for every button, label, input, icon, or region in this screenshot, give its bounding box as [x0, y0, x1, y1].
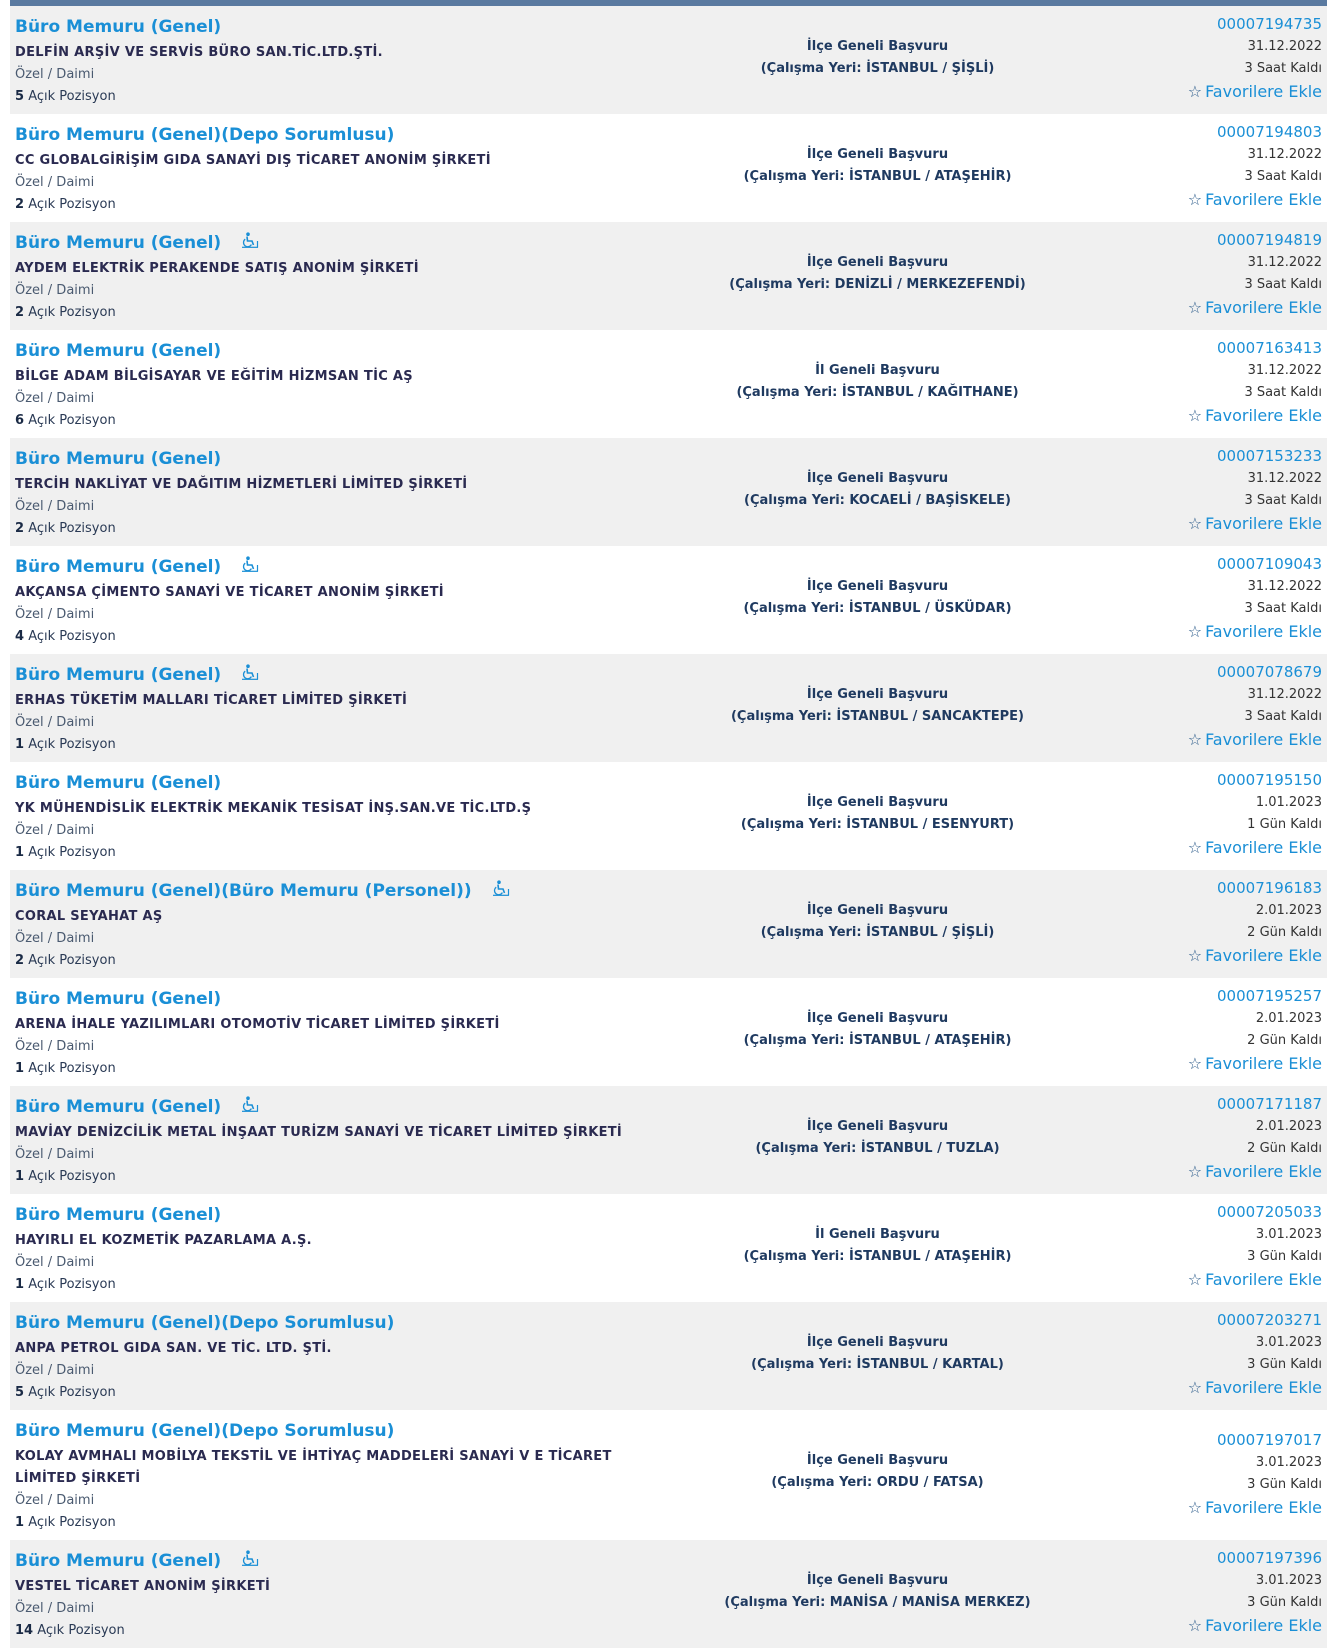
listing-number-link[interactable]: 00007195257 [1217, 987, 1322, 1005]
deadline-date: 1.01.2023 [1255, 795, 1322, 810]
work-location: (Çalışma Yeri: İSTANBUL / KARTAL) [751, 1357, 1004, 1372]
open-positions [15, 86, 655, 108]
employment-type: Özel / Daimi [15, 391, 95, 406]
employment-type: Özel / Daimi [15, 175, 95, 190]
job-title-text[interactable]: Büro Memuru (Genel)(Büro Memuru (Personel)) [15, 881, 472, 901]
job-title-text[interactable]: Büro Memuru (Genel) [15, 341, 222, 361]
star-icon: ☆ [1187, 838, 1203, 857]
company-name: CC GLOBALGİRİŞİM GIDA SANAYİ DIŞ TİCARET ANONİM ŞİRKETİ [15, 153, 491, 168]
open-positions [15, 302, 655, 324]
open-positions [15, 1274, 655, 1296]
deadline-date: 3.01.2023 [1255, 1573, 1322, 1588]
company-name: KOLAY AVMHALI MOBİLYA TEKSTİL VE İHTİYAÇ MADDELERİ SANAYİ V E TİCARET LİMİTED ŞİRKETİ [15, 1449, 612, 1486]
work-location: (Çalışma Yeri: İSTANBUL / ESENYURT) [740, 817, 1015, 832]
positions-suffix: Açık Pozisyon [28, 1277, 116, 1292]
employment-type: Özel / Daimi [15, 931, 95, 946]
job-listing-row [10, 1194, 1327, 1302]
listing-number-link[interactable]: 00007195150 [1217, 771, 1322, 789]
open-positions [15, 734, 655, 756]
time-remaining: 2 Gün Kaldı [1247, 1033, 1322, 1048]
job-title-text[interactable]: Büro Memuru (Genel)(Depo Sorumlusu) [15, 125, 395, 145]
scope-text: İlçe Geneli Başvuru [806, 1573, 949, 1588]
job-listing-row [10, 1410, 1327, 1540]
deadline-date: 31.12.2022 [1247, 579, 1322, 594]
job-title-link[interactable] [15, 879, 655, 903]
listing-meta [1022, 876, 1322, 968]
position-count: 14 [15, 1623, 34, 1638]
star-icon: ☆ [1187, 1270, 1203, 1289]
position-count: 1 [15, 1277, 25, 1292]
job-listing-row [10, 222, 1327, 330]
add-favorite-button[interactable] [1022, 620, 1322, 644]
position-count: 5 [15, 89, 25, 104]
listing-info [15, 546, 655, 648]
job-title-text[interactable]: Büro Memuru (Genel) [15, 1097, 222, 1117]
star-icon: ☆ [1187, 514, 1203, 533]
favorite-label[interactable]: Favorilere Ekle [1205, 622, 1322, 641]
deadline-date: 2.01.2023 [1255, 1119, 1322, 1134]
positions-suffix: Açık Pozisyon [28, 1385, 116, 1400]
scope-text: İlçe Geneli Başvuru [806, 39, 949, 54]
scope-text: İlçe Geneli Başvuru [806, 903, 949, 918]
open-positions [15, 1058, 655, 1080]
add-favorite-button[interactable] [1022, 404, 1322, 428]
star-icon: ☆ [1187, 1054, 1203, 1073]
favorite-label[interactable]: Favorilere Ekle [1205, 190, 1322, 209]
listing-info [15, 1410, 655, 1534]
job-title-text[interactable]: Büro Memuru (Genel) [15, 17, 222, 37]
listing-meta [1022, 120, 1322, 212]
position-count: 2 [15, 197, 25, 212]
job-title-text[interactable]: Büro Memuru (Genel) [15, 989, 222, 1009]
employment-type: Özel / Daimi [15, 1039, 95, 1054]
employment-type: Özel / Daimi [15, 1601, 95, 1616]
job-title-link[interactable] [15, 123, 655, 147]
time-remaining: 3 Saat Kaldı [1244, 601, 1322, 616]
add-favorite-button[interactable] [1022, 1614, 1322, 1638]
positions-suffix: Açık Pozisyon [28, 737, 116, 752]
listing-meta [1022, 1546, 1322, 1638]
work-location: (Çalışma Yeri: İSTANBUL / KAĞITHANE) [736, 385, 1019, 400]
company-name: MAVİAY DENİZCİLİK METAL İNŞAAT TURİZM SANAYİ VE TİCARET LİMİTED ŞİRKETİ [15, 1125, 623, 1140]
add-favorite-button[interactable] [1022, 1052, 1322, 1076]
deadline-date: 3.01.2023 [1255, 1455, 1322, 1470]
listing-info [15, 1540, 655, 1642]
deadline-date: 2.01.2023 [1255, 903, 1322, 918]
positions-suffix: Açık Pozisyon [28, 953, 116, 968]
scope-text: İlçe Geneli Başvuru [806, 471, 949, 486]
positions-suffix: Açık Pozisyon [28, 305, 116, 320]
positions-suffix: Açık Pozisyon [28, 197, 116, 212]
listing-number-link[interactable]: 00007196183 [1217, 879, 1322, 897]
favorite-label[interactable]: Favorilere Ekle [1205, 406, 1322, 425]
listing-number-link[interactable]: 00007194819 [1217, 231, 1322, 249]
time-remaining: 3 Saat Kaldı [1244, 709, 1322, 724]
wheelchair-icon [241, 555, 259, 579]
employment-type: Özel / Daimi [15, 607, 95, 622]
scope-text: İlçe Geneli Başvuru [806, 579, 949, 594]
add-favorite-button[interactable] [1022, 1496, 1322, 1520]
job-listing-row [10, 978, 1327, 1086]
job-listing-row [10, 6, 1327, 114]
listing-meta [1022, 12, 1322, 104]
listing-info [15, 6, 655, 108]
scope-text: İlçe Geneli Başvuru [806, 795, 949, 810]
positions-suffix: Açık Pozisyon [37, 1623, 125, 1638]
work-location: (Çalışma Yeri: DENİZLİ / MERKEZEFENDİ) [729, 277, 1026, 292]
listing-container [10, 0, 1327, 1648]
work-location: (Çalışma Yeri: KOCAELİ / BAŞİSKELE) [744, 493, 1011, 508]
job-listing-row [10, 330, 1327, 438]
work-location: (Çalışma Yeri: İSTANBUL / ATAŞEHİR) [743, 1033, 1012, 1048]
job-title-link[interactable] [15, 447, 655, 471]
position-count: 2 [15, 521, 25, 536]
favorite-label[interactable]: Favorilere Ekle [1205, 730, 1322, 749]
company-name: HAYIRLI EL KOZMETİK PAZARLAMA A.Ş. [15, 1233, 312, 1248]
job-title-link[interactable] [15, 1419, 655, 1443]
scope-text: İlçe Geneli Başvuru [806, 1335, 949, 1350]
job-listing-row [10, 438, 1327, 546]
employment-type: Özel / Daimi [15, 283, 95, 298]
listing-meta [1022, 444, 1322, 536]
time-remaining: 3 Gün Kaldı [1247, 1477, 1322, 1492]
deadline-date: 2.01.2023 [1255, 1011, 1322, 1026]
job-listing-row [10, 1086, 1327, 1194]
work-location: (Çalışma Yeri: İSTANBUL / SANCAKTEPE) [730, 709, 1024, 724]
star-icon: ☆ [1187, 190, 1203, 209]
job-listing-list [10, 6, 1327, 1648]
work-location: (Çalışma Yeri: İSTANBUL / TUZLA) [755, 1141, 1000, 1156]
listing-meta [1022, 1092, 1322, 1184]
position-count: 2 [15, 305, 25, 320]
company-name: TERCİH NAKLİYAT VE DAĞITIM HİZMETLERİ LİMİTED ŞİRKETİ [15, 477, 468, 492]
favorite-label[interactable]: Favorilere Ekle [1205, 1616, 1322, 1635]
star-icon: ☆ [1187, 1378, 1203, 1397]
favorite-label[interactable]: Favorilere Ekle [1205, 1054, 1322, 1073]
employment-type: Özel / Daimi [15, 823, 95, 838]
job-listing-row [10, 546, 1327, 654]
favorite-label[interactable]: Favorilere Ekle [1205, 82, 1322, 101]
listing-meta [1022, 1200, 1322, 1292]
deadline-date: 3.01.2023 [1255, 1227, 1322, 1242]
work-location: (Çalışma Yeri: İSTANBUL / ŞİŞLİ) [760, 925, 995, 940]
listing-number-link[interactable]: 00007194803 [1217, 123, 1322, 141]
wheelchair-icon [241, 663, 259, 687]
listing-info [15, 1086, 655, 1188]
wheelchair-icon [241, 231, 259, 255]
deadline-date: 3.01.2023 [1255, 1335, 1322, 1350]
listing-info [15, 222, 655, 324]
position-count: 4 [15, 629, 25, 644]
company-name: BİLGE ADAM BİLGİSAYAR VE EĞİTİM HİZMSAN TİC AŞ [15, 369, 413, 384]
job-listing-row [10, 870, 1327, 978]
scope-text: İl Geneli Başvuru [815, 1227, 940, 1242]
time-remaining: 1 Gün Kaldı [1247, 817, 1322, 832]
positions-suffix: Açık Pozisyon [28, 89, 116, 104]
positions-suffix: Açık Pozisyon [28, 845, 116, 860]
job-listing-row [10, 114, 1327, 222]
listing-meta [1022, 1428, 1322, 1520]
listing-number-link[interactable]: 00007163413 [1217, 339, 1322, 357]
star-icon: ☆ [1187, 1162, 1203, 1181]
positions-suffix: Açık Pozisyon [28, 1061, 116, 1076]
employment-type: Özel / Daimi [15, 1493, 95, 1508]
wheelchair-icon [241, 1095, 259, 1119]
position-count: 5 [15, 1385, 25, 1400]
scope-text: İlçe Geneli Başvuru [806, 1453, 949, 1468]
star-icon: ☆ [1187, 730, 1203, 749]
star-icon: ☆ [1187, 406, 1203, 425]
job-title-text[interactable]: Büro Memuru (Genel) [15, 1205, 222, 1225]
positions-suffix: Açık Pozisyon [28, 629, 116, 644]
listing-meta [1022, 1308, 1322, 1400]
favorite-label[interactable]: Favorilere Ekle [1205, 946, 1322, 965]
open-positions [15, 194, 655, 216]
time-remaining: 3 Gün Kaldı [1247, 1357, 1322, 1372]
add-favorite-button[interactable] [1022, 728, 1322, 752]
add-favorite-button[interactable] [1022, 836, 1322, 860]
open-positions [15, 950, 655, 972]
deadline-date: 31.12.2022 [1247, 147, 1322, 162]
add-favorite-button[interactable] [1022, 1268, 1322, 1292]
add-favorite-button[interactable] [1022, 1376, 1322, 1400]
time-remaining: 3 Saat Kaldı [1244, 61, 1322, 76]
job-title-link[interactable] [15, 1095, 655, 1119]
employment-type: Özel / Daimi [15, 1147, 95, 1162]
add-favorite-button[interactable] [1022, 1160, 1322, 1184]
listing-meta [1022, 768, 1322, 860]
time-remaining: 2 Gün Kaldı [1247, 925, 1322, 940]
job-title-text[interactable]: Büro Memuru (Genel)(Depo Sorumlusu) [15, 1421, 395, 1441]
employment-type: Özel / Daimi [15, 715, 95, 730]
listing-number-link[interactable]: 00007109043 [1217, 555, 1322, 573]
job-listing-row [10, 762, 1327, 870]
listing-info [15, 114, 655, 216]
employment-type: Özel / Daimi [15, 499, 95, 514]
open-positions [15, 1512, 655, 1534]
time-remaining: 3 Gün Kaldı [1247, 1595, 1322, 1610]
listing-info [15, 870, 655, 972]
work-location: (Çalışma Yeri: MANİSA / MANİSA MERKEZ) [724, 1595, 1031, 1610]
work-location: (Çalışma Yeri: İSTANBUL / ATAŞEHİR) [743, 1249, 1012, 1264]
open-positions [15, 1382, 655, 1404]
deadline-date: 31.12.2022 [1247, 255, 1322, 270]
job-title-link[interactable] [15, 555, 655, 579]
job-listing-row [10, 1540, 1327, 1648]
position-count: 2 [15, 953, 25, 968]
scope-text: İlçe Geneli Başvuru [806, 1011, 949, 1026]
star-icon: ☆ [1187, 1616, 1203, 1635]
scope-text: İlçe Geneli Başvuru [806, 1119, 949, 1134]
scope-text: İlçe Geneli Başvuru [806, 255, 949, 270]
listing-info [15, 762, 655, 864]
job-title-text[interactable]: Büro Memuru (Genel) [15, 1551, 222, 1571]
time-remaining: 2 Gün Kaldı [1247, 1141, 1322, 1156]
open-positions [15, 1166, 655, 1188]
job-title-text[interactable]: Büro Memuru (Genel) [15, 665, 222, 685]
star-icon: ☆ [1187, 298, 1203, 317]
scope-text: İlçe Geneli Başvuru [806, 147, 949, 162]
employment-type: Özel / Daimi [15, 67, 95, 82]
listing-info [15, 1302, 655, 1404]
open-positions [15, 626, 655, 648]
company-name: ARENA İHALE YAZILIMLARI OTOMOTİV TİCARET LİMİTED ŞİRKETİ [15, 1017, 500, 1032]
listing-number-link[interactable]: 00007205033 [1217, 1203, 1322, 1221]
open-positions [15, 518, 655, 540]
time-remaining: 3 Saat Kaldı [1244, 493, 1322, 508]
open-positions [15, 410, 655, 432]
open-positions [15, 842, 655, 864]
job-title-link[interactable] [15, 771, 655, 795]
work-location: (Çalışma Yeri: İSTANBUL / ŞİŞLİ) [760, 61, 995, 76]
company-name: DELFİN ARŞİV VE SERVİS BÜRO SAN.TİC.LTD.ŞTİ. [15, 45, 383, 60]
favorite-label[interactable]: Favorilere Ekle [1205, 1378, 1322, 1397]
add-favorite-button[interactable] [1022, 512, 1322, 536]
wheelchair-icon [241, 1549, 259, 1573]
listing-number-link[interactable]: 00007197396 [1217, 1549, 1322, 1567]
work-location: (Çalışma Yeri: ORDU / FATSA) [771, 1475, 984, 1490]
listing-number-link[interactable]: 00007153233 [1217, 447, 1322, 465]
positions-suffix: Açık Pozisyon [28, 1515, 116, 1530]
company-name: CORAL SEYAHAT AŞ [15, 909, 163, 924]
employment-type: Özel / Daimi [15, 1255, 95, 1270]
wheelchair-icon [492, 879, 510, 903]
deadline-date: 31.12.2022 [1247, 471, 1322, 486]
scope-text: İl Geneli Başvuru [815, 363, 940, 378]
work-location: (Çalışma Yeri: İSTANBUL / ÜSKÜDAR) [743, 601, 1012, 616]
favorite-label[interactable]: Favorilere Ekle [1205, 838, 1322, 857]
listing-number-link[interactable]: 00007078679 [1217, 663, 1322, 681]
company-name: AKÇANSA ÇİMENTO SANAYİ VE TİCARET ANONİM ŞİRKETİ [15, 585, 444, 600]
deadline-date: 31.12.2022 [1247, 363, 1322, 378]
job-title-text[interactable]: Büro Memuru (Genel) [15, 449, 222, 469]
employment-type: Özel / Daimi [15, 1363, 95, 1378]
listing-info [15, 978, 655, 1080]
add-favorite-button[interactable] [1022, 296, 1322, 320]
company-name: ERHAS TÜKETİM MALLARI TİCARET LİMİTED ŞİRKETİ [15, 693, 408, 708]
company-name: AYDEM ELEKTRİK PERAKENDE SATIŞ ANONİM ŞİRKETİ [15, 261, 419, 276]
job-title-text[interactable]: Büro Memuru (Genel) [15, 773, 222, 793]
star-icon: ☆ [1187, 1498, 1203, 1517]
listing-number-link[interactable]: 00007203271 [1217, 1311, 1322, 1329]
listing-meta [1022, 660, 1322, 752]
listing-number-link[interactable]: 00007171187 [1217, 1095, 1322, 1113]
time-remaining: 3 Saat Kaldı [1244, 385, 1322, 400]
open-positions [15, 1620, 655, 1642]
listing-info [15, 1194, 655, 1296]
position-count: 1 [15, 1061, 25, 1076]
deadline-date: 31.12.2022 [1247, 687, 1322, 702]
listing-info [15, 330, 655, 432]
job-title-link[interactable] [15, 339, 655, 363]
job-title-text[interactable]: Büro Memuru (Genel) [15, 233, 222, 253]
star-icon: ☆ [1187, 946, 1203, 965]
listing-meta [1022, 984, 1322, 1076]
job-title-link[interactable] [15, 987, 655, 1011]
listing-info [15, 654, 655, 756]
time-remaining: 3 Gün Kaldı [1247, 1249, 1322, 1264]
company-name: ANPA PETROL GIDA SAN. VE TİC. LTD. ŞTİ. [15, 1341, 332, 1356]
job-title-link[interactable] [15, 231, 655, 255]
favorite-label[interactable]: Favorilere Ekle [1205, 1498, 1322, 1517]
add-favorite-button[interactable] [1022, 80, 1322, 104]
position-count: 1 [15, 845, 25, 860]
deadline-date: 31.12.2022 [1247, 39, 1322, 54]
star-icon: ☆ [1187, 622, 1203, 641]
favorite-label[interactable]: Favorilere Ekle [1205, 1270, 1322, 1289]
positions-suffix: Açık Pozisyon [28, 1169, 116, 1184]
job-title-text[interactable]: Büro Memuru (Genel) [15, 557, 222, 577]
favorite-label[interactable]: Favorilere Ekle [1205, 1162, 1322, 1181]
job-title-link[interactable] [15, 15, 655, 39]
star-icon: ☆ [1187, 82, 1203, 101]
work-location: (Çalışma Yeri: İSTANBUL / ATAŞEHİR) [743, 169, 1012, 184]
positions-suffix: Açık Pozisyon [28, 521, 116, 536]
position-count: 1 [15, 1515, 25, 1530]
position-count: 1 [15, 737, 25, 752]
job-title-link[interactable] [15, 1311, 655, 1335]
add-favorite-button[interactable] [1022, 944, 1322, 968]
position-count: 1 [15, 1169, 25, 1184]
listing-meta [1022, 552, 1322, 644]
time-remaining: 3 Saat Kaldı [1244, 169, 1322, 184]
favorite-label[interactable]: Favorilere Ekle [1205, 514, 1322, 533]
job-title-text[interactable]: Büro Memuru (Genel)(Depo Sorumlusu) [15, 1313, 395, 1333]
listing-meta [1022, 228, 1322, 320]
add-favorite-button[interactable] [1022, 188, 1322, 212]
listing-meta [1022, 336, 1322, 428]
job-listing-row [10, 654, 1327, 762]
company-name: YK MÜHENDİSLİK ELEKTRİK MEKANİK TESİSAT İNŞ.SAN.VE TİC.LTD.Ş [15, 801, 532, 816]
scope-text: İlçe Geneli Başvuru [806, 687, 949, 702]
listing-number-link[interactable]: 00007194735 [1217, 15, 1322, 33]
job-title-link[interactable] [15, 1203, 655, 1227]
job-listing-row [10, 1302, 1327, 1410]
favorite-label[interactable]: Favorilere Ekle [1205, 298, 1322, 317]
job-title-link[interactable] [15, 1549, 655, 1573]
listing-info [15, 438, 655, 540]
listing-number-link[interactable]: 00007197017 [1217, 1431, 1322, 1449]
positions-suffix: Açık Pozisyon [28, 413, 116, 428]
time-remaining: 3 Saat Kaldı [1244, 277, 1322, 292]
company-name: VESTEL TİCARET ANONİM ŞİRKETİ [15, 1579, 271, 1594]
job-title-link[interactable] [15, 663, 655, 687]
position-count: 6 [15, 413, 25, 428]
